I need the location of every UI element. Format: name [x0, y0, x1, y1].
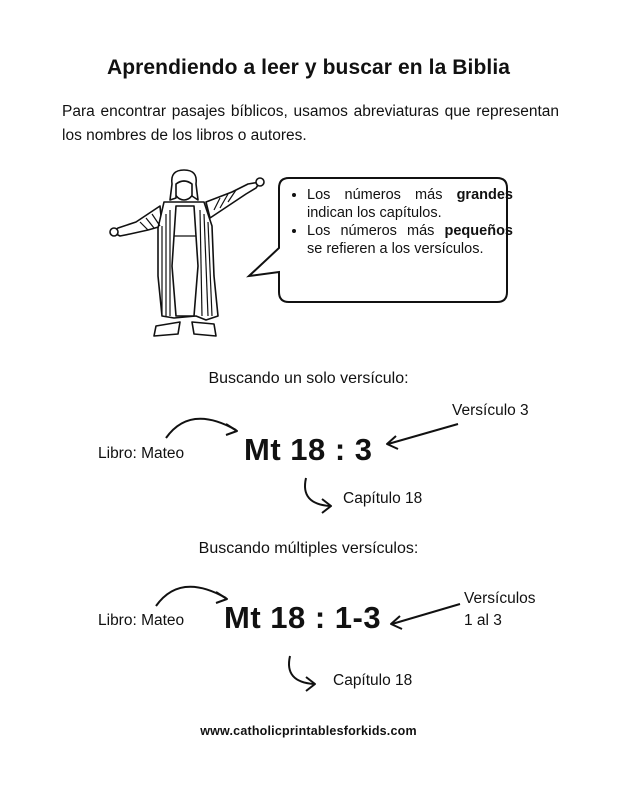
example1-chapter-label: Capítulo 18	[343, 490, 423, 507]
speech-bubble	[275, 176, 513, 304]
bubble-item-chapters-text-a: Los números más	[307, 187, 457, 203]
example1-verse-arrow-icon	[382, 420, 462, 450]
footer-website: www.catholicprintablesforkids.com	[200, 724, 417, 738]
example2-verse-arrow-icon	[386, 600, 466, 630]
example1-chapter-arrow-icon	[298, 472, 342, 516]
example2-book-label: Libro: Mateo	[98, 612, 185, 629]
example1-reference: Mt 18 : 3	[244, 432, 373, 467]
bubble-list	[293, 186, 513, 258]
example2-chapter-arrow-icon	[282, 650, 326, 694]
example1-book-label: Libro: Mateo	[98, 445, 185, 462]
example2-book-arrow-icon	[150, 572, 240, 612]
example1-book-arrow-icon	[160, 404, 250, 444]
example1-verse-label: Versículo 3	[452, 402, 529, 419]
bubble-item-verses-text-a: Los números más	[307, 223, 445, 239]
bubble-item-chapters	[307, 186, 513, 222]
page-title: Aprendiendo a leer y buscar en la Biblia	[106, 56, 511, 79]
example2-chapter-label: Capítulo 18	[333, 672, 413, 689]
example2-heading: Buscando múltiples versículos:	[198, 540, 419, 557]
bubble-item-verses-bold: pequeños	[444, 223, 513, 239]
bubble-item-verses	[307, 222, 513, 258]
example2-reference: Mt 18 : 1-3	[224, 600, 382, 635]
bubble-item-chapters-bold: grandes	[456, 187, 513, 203]
example1-heading: Buscando un solo versículo:	[208, 370, 409, 387]
intro-paragraph: Para encontrar pasajes bíblicos, usamos abreviaturas que representan los nombres de los libros o autores.	[62, 103, 559, 144]
bubble-item-verses-text-b: se refieren a los versículos.	[307, 241, 484, 257]
example2-verse-label-line2: 1 al 3	[464, 612, 502, 629]
bubble-item-chapters-text-b: indican los capítulos.	[307, 205, 442, 221]
example2-verse-label-line1: Versículos	[464, 590, 536, 607]
